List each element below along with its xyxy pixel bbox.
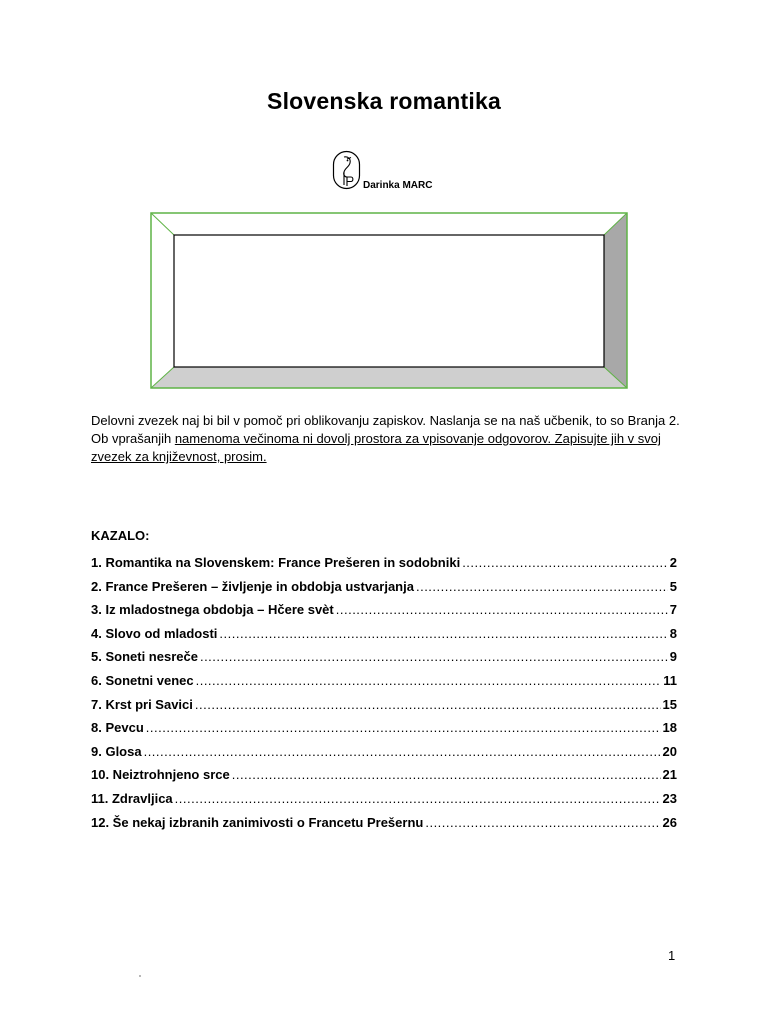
bird-p-monogram-icon <box>332 150 362 194</box>
frame-bevel-bottom <box>151 367 627 388</box>
toc-entry-label: 9. Glosa <box>91 743 142 759</box>
toc-entry-page: 7 <box>669 602 677 618</box>
toc-entry[interactable] <box>91 579 677 603</box>
toc-entry-page: 23 <box>662 790 677 806</box>
image-frame <box>150 212 628 389</box>
toc-entry-page: 11 <box>663 672 677 688</box>
toc-entry[interactable] <box>91 720 677 744</box>
toc-entry-label: 7. Krst pri Savici <box>91 696 193 712</box>
toc-leader-dots <box>416 579 668 594</box>
toc-entry[interactable] <box>91 791 677 815</box>
document-title: Slovenska romantika <box>267 88 501 114</box>
toc-entry[interactable] <box>91 697 677 721</box>
toc-leader-dots <box>336 602 668 617</box>
frame-inner-panel <box>174 235 604 367</box>
toc-leader-dots <box>196 673 662 688</box>
toc-leader-dots <box>200 649 668 664</box>
toc-entry-page: 9 <box>669 649 677 665</box>
toc-leader-dots <box>232 767 661 782</box>
toc-leader-dots <box>462 555 668 570</box>
toc-entry[interactable] <box>91 649 677 673</box>
toc-entry-label: 12. Še nekaj izbranih zanimivosti o Francetu Prešernu <box>91 814 424 830</box>
toc-entry-page: 26 <box>662 814 677 830</box>
intro-sentence-1: Delovni zvezek naj bi bil v pomoč pri oblikovanju zapiskov. Naslanja se na naš učbenik, to so Branja 2. <box>91 413 680 428</box>
toc-entry-page: 5 <box>669 578 677 594</box>
toc-entry[interactable] <box>91 626 677 650</box>
toc-entry[interactable] <box>91 815 677 839</box>
intro-sentence-2-plain: Ob vprašanjih <box>91 431 175 446</box>
toc-entry-page: 15 <box>662 696 677 712</box>
toc-entry-label: 3. Iz mladostnega obdobja – Hčere svèt <box>91 602 334 618</box>
author-logo <box>332 150 462 194</box>
toc-leader-dots <box>425 815 660 830</box>
intro-paragraph <box>91 412 691 466</box>
toc-entry-label: 6. Sonetni venec <box>91 672 194 688</box>
toc-entry-page: 20 <box>662 743 677 759</box>
page-number: 1 <box>668 948 676 963</box>
toc-entry[interactable] <box>91 673 677 697</box>
toc-leader-dots <box>195 697 661 712</box>
frame-bevel-right <box>604 213 627 388</box>
toc-leader-dots <box>175 791 661 806</box>
scan-speck <box>139 975 141 977</box>
toc-entry-page: 2 <box>669 555 677 570</box>
toc-entry-label: 11. Zdravljica <box>91 790 173 806</box>
toc-entry-page: 18 <box>662 720 677 736</box>
author-name: Darinka MARC <box>363 180 433 191</box>
toc-entry-label: 10. Neiztrohnjeno srce <box>91 767 230 783</box>
toc-entry[interactable] <box>91 602 677 626</box>
toc-entry-label: 1. Romantika na Slovenskem: France Prešeren in sodobniki <box>91 555 461 570</box>
toc-leader-dots <box>146 720 661 735</box>
frame-bevel-top <box>151 213 627 235</box>
toc-leader-dots <box>144 744 661 759</box>
toc-heading: KAZALO: <box>91 528 150 543</box>
toc-entry-label: 8. Pevcu <box>91 720 144 736</box>
toc-entry-page: 8 <box>669 625 677 641</box>
toc-entry-page: 21 <box>662 767 677 783</box>
toc-entry-label: 2. France Prešeren – življenje in obdobja ustvarjanja <box>91 578 414 594</box>
toc-entry-label: 5. Soneti nesreče <box>91 649 198 665</box>
intro-sentence-2-underlined: namenoma večinoma ni dovolj prostora za vpisovanje odgovorov. Zapisujte jih v svoj zvezek za književnost, prosim. <box>91 431 661 464</box>
frame-bevel-left <box>151 213 174 388</box>
toc-entry[interactable] <box>91 555 677 579</box>
toc-leader-dots <box>219 626 667 641</box>
toc-entry-label: 4. Slovo od mladosti <box>91 625 218 641</box>
table-of-contents <box>91 555 677 838</box>
toc-entry[interactable] <box>91 767 677 791</box>
toc-entry[interactable] <box>91 744 677 768</box>
